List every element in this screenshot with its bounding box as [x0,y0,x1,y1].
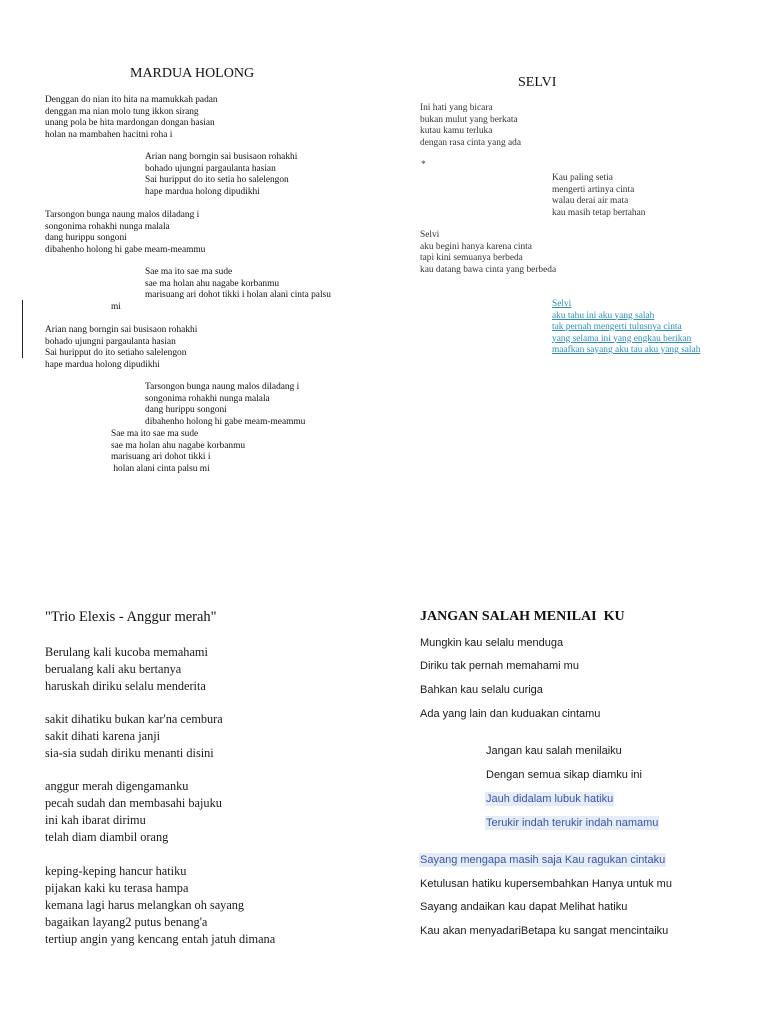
text-line: haruskah diriku selalu menderita [45,679,206,693]
mardua-holong-stanza-4-wrap: mi [111,302,121,312]
trio-elexis-title: "Trio Elexis - Anggur merah" [45,609,217,625]
text-line: Arian nang borngin sai busisaon rohakhi [145,152,298,162]
text-line: dengan rasa cinta yang ada [420,137,521,148]
text-line: sae ma holan ahu nagabe korbanmu [111,440,246,451]
text-line: kemana lagi harus melangkan oh sayang [45,898,245,912]
text-line: songonima rohakhi nunga malala [145,393,270,404]
text-line: Sayang andaikan kau dapat Melihat hatiku [420,901,628,913]
text-line: dibahenho holong hi gabe meam-meammu [145,416,306,427]
text-line: Dengan semua sikap diamku ini [486,769,642,781]
jangan-salah-title: JANGAN SALAH MENILAI KU [420,609,625,624]
selvi-title: SELVI [518,75,557,90]
text-line: Berulang kali kucoba memahami [45,645,208,659]
selvi-marker: * [421,160,426,170]
link-line[interactable]: yang selama ini yang engkau berikan [552,333,692,344]
link-line[interactable]: maafkan sayang aku tau aku yang salah [552,345,701,355]
text-line: Tarsongon bunga naung malos diladang i [45,210,200,220]
text-line: Sae ma ito sae ma sude [145,267,233,277]
text-line: Jangan kau salah menilaiku [486,745,622,757]
text-line: holan alani cinta palsu mi [111,463,210,474]
text-line: Denggan do nian ito hita na mamukkah padan [45,95,218,105]
link-line[interactable]: tak pernah mengerti tulusnya cinta [552,322,682,332]
text-line: walau derai air mata [552,196,629,206]
text-line: Kau akan menyadariBetapa ku sangat mencintaiku [420,925,669,937]
link-line[interactable]: Selvi [552,299,572,309]
text-line: anggur merah digengamanku [45,779,189,793]
text-line: Selvi [420,230,440,240]
text-line: Ada yang lain dan kuduakan cintamu [420,708,601,720]
text-line: mengerti artinya cinta [552,184,635,195]
text-line: berualang kali aku bertanya [45,662,182,676]
text-line: ini kah ibarat dirimu [45,813,146,827]
text-line: marisuang ari dohot tikki i [111,452,211,462]
text-line: keping-keping hancur hatiku [45,864,187,878]
text-line: bagaikan layang2 putus benang'a [45,915,208,929]
text-line: dang hurippu songoni [145,405,227,415]
text-line: dibahenho holong hi gabe meam-meammu [45,244,206,255]
text-line: sakit dihatiku bukan kar'na cembura [45,712,223,726]
text-line: holan na mambahen hacitni roha i [45,129,173,140]
text-line: tertiup angin yang kencang entah jatuh dimana [45,932,276,946]
text-line: kutau kamu terluka [420,126,493,136]
highlighted-line: Sayang mengapa masih saja Kau ragukan cintaku [420,854,666,866]
text-line: Sai huripput do ito setia ho salelengon [145,175,289,185]
text-line: Ini hati yang bicara [420,103,493,113]
text-line: Sai huripput do ito setiaho salelengon [45,348,187,358]
text-line: Mungkin kau selalu menduga [420,637,564,649]
text-line: Diriku tak pernah memahami mu [420,660,579,672]
text-line: hape mardua holong dipudikhi [45,359,160,370]
text-line: Arian nang borngin sai busisaon rohakhi [45,325,198,335]
text-line: unang pola be hita mardongan dongan hasian [45,118,215,128]
link-line[interactable]: aku tahu ini aku yang salah [552,310,655,321]
text-line: kau masih tetap bertahan [552,207,646,218]
text-line: Sae ma ito sae ma sude [111,429,199,439]
text-line: aku begini hanya karena cinta [420,241,532,252]
text-line: sakit dihati karena janji [45,729,161,743]
text-line: Bahkan kau selalu curiga [420,684,543,696]
text-line: Tarsongon bunga naung malos diladang i [145,382,300,392]
text-line: Ketulusan hatiku kupersembahkan Hanya untuk mu [420,878,672,890]
highlighted-line: Terukir indah terukir indah namamu [486,817,659,829]
highlighted-line: Jauh didalam lubuk hatiku [486,793,614,805]
text-line: sae ma holan ahu nagabe korbanmu [145,278,280,289]
text-line: hape mardua holong dipudikhi [145,186,260,197]
text-line: bukan mulut yang berkata [420,114,518,125]
text-line: bohado ujungni pargaulanta hasian [145,163,276,174]
text-line: Kau paling setia [552,173,613,183]
text-line: kau datang bawa cinta yang berbeda [420,264,557,275]
text-line: pijakan kaki ku terasa hampa [45,881,189,895]
text-line: sia-sia sudah diriku menanti disini [45,746,214,760]
text-line: pecah sudah dan membasahi bajuku [45,796,222,810]
text-line: songonima rohakhi nunga malala [45,221,170,232]
mardua-holong-title: MARDUA HOLONG [130,66,255,81]
text-line: bohado ujungni pargaulanta hasian [45,336,176,347]
text-line: telah diam diambil orang [45,830,169,844]
text-line: dang hurippu songoni [45,233,127,243]
text-line: marisuang ari dohot tikki i holan alani cinta palsu [145,290,331,300]
text-line: denggan ma nian molo tung ikkon sirang [45,106,199,117]
text-line: tapi kini semuanya berbeda [420,253,523,263]
